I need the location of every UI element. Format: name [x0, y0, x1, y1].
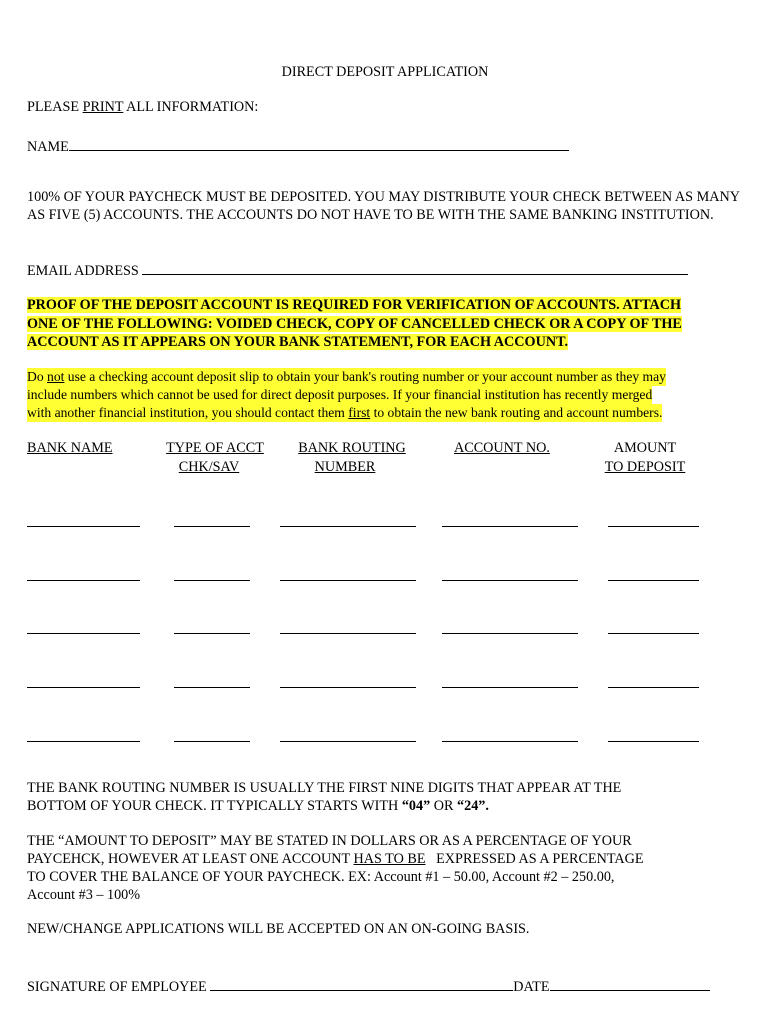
routing-info-line1: THE BANK ROUTING NUMBER IS USUALLY THE FIRST NINE DIGITS THAT APPEAR AT THE [27, 780, 622, 796]
account-type-line[interactable] [174, 741, 250, 742]
proof-line-1: PROOF OF THE DEPOSIT ACCOUNT IS REQUIRED FOR VERIFICATION OF ACCOUNTS. ATTACH [27, 297, 682, 313]
header-amount [590, 439, 700, 476]
header-bank-name-text: BANK NAME [27, 440, 113, 456]
amount-info-line4: Account #3 – 100% [27, 887, 141, 903]
account-number-line[interactable] [442, 526, 578, 527]
amount-info-line2-underlined: HAS TO BE [353, 851, 426, 867]
header-amount-line1: AMOUNT [613, 440, 677, 456]
header-account-number-text: ACCOUNT NO. [454, 440, 550, 456]
warning-line3-post: to obtain the new bank routing and account numbers. [370, 405, 663, 420]
amount-info-line1: THE “AMOUNT TO DEPOSIT” MAY BE STATED IN DOLLARS OR AS A PERCENTAGE OF YOUR [27, 833, 632, 849]
proof-line-2: ONE OF THE FOLLOWING: VOIDED CHECK, COPY OF CANCELLED CHECK OR A COPY OF THE [27, 315, 682, 332]
header-bank-name [27, 439, 113, 458]
header-account-type [150, 439, 280, 476]
warning-line1-post: use a checking account deposit slip to obtain your bank's routing number or your account number as they may [64, 369, 666, 384]
page-title [0, 64, 770, 81]
header-routing-line1: BANK ROUTING [298, 440, 406, 456]
amount-info-line3: TO COVER THE BALANCE OF YOUR PAYCHECK. EX: Account #1 – 50.00, Account #2 – 250.00, [27, 869, 615, 885]
routing-number-line[interactable] [280, 580, 416, 581]
bank-name-line[interactable] [27, 741, 140, 742]
account-number-line[interactable] [442, 580, 578, 581]
amount-info [27, 832, 644, 904]
proof-notice [27, 296, 682, 352]
date-label: DATE [513, 979, 550, 995]
routing-code-04: “04” [401, 798, 431, 814]
warning-line3-pre: with another financial institution, you should contact them [27, 405, 349, 420]
warning-line3-underlined: first [348, 405, 371, 420]
warning-line1-underlined: not [47, 369, 65, 384]
amount-info-line2-pre: PAYCEHCK, HOWEVER AT LEAST ONE ACCOUNT [27, 851, 354, 867]
routing-number-line[interactable] [280, 741, 416, 742]
applications-notice-text: NEW/CHANGE APPLICATIONS WILL BE ACCEPTED ON AN ON-GOING BASIS. [27, 921, 530, 937]
routing-info-line2-pre: BOTTOM OF YOUR CHECK. IT TYPICALLY STARTS WITH [27, 798, 402, 814]
email-field [27, 259, 688, 280]
account-number-line[interactable] [442, 741, 578, 742]
bank-name-line[interactable] [27, 526, 140, 527]
routing-number-line[interactable] [280, 633, 416, 634]
instruction-post: ALL INFORMATION: [123, 99, 259, 115]
header-amount-line2: TO DEPOSIT [604, 458, 686, 475]
distribution-notice [27, 189, 743, 224]
bank-name-line[interactable] [27, 687, 140, 688]
routing-code-24: “24”. [457, 798, 489, 814]
amount-line[interactable] [608, 687, 699, 688]
header-account-type-line1: TYPE OF ACCT [166, 440, 264, 456]
amount-line[interactable] [608, 741, 699, 742]
signature-label: SIGNATURE OF EMPLOYEE [27, 979, 211, 995]
name-label: NAME [27, 139, 69, 155]
routing-info-line2-mid: OR [430, 798, 457, 814]
bank-name-line[interactable] [27, 633, 140, 634]
email-input-line[interactable] [142, 259, 688, 275]
routing-number-line[interactable] [280, 526, 416, 527]
applications-notice [27, 921, 529, 938]
account-type-line[interactable] [174, 687, 250, 688]
account-type-line[interactable] [174, 526, 250, 527]
signature-row [27, 975, 710, 996]
signature-input-line[interactable] [210, 975, 513, 991]
title-text: DIRECT DEPOSIT APPLICATION [281, 64, 489, 80]
instruction-underlined: PRINT [82, 99, 124, 115]
account-number-line[interactable] [442, 633, 578, 634]
instruction-pre: PLEASE [27, 99, 83, 115]
email-label: EMAIL ADDRESS [27, 263, 143, 279]
routing-info [27, 779, 621, 815]
routing-number-line[interactable] [280, 687, 416, 688]
bank-name-line[interactable] [27, 580, 140, 581]
date-input-line[interactable] [550, 975, 710, 991]
account-number-line[interactable] [442, 687, 578, 688]
header-account-type-line2: CHK/SAV [178, 458, 240, 475]
warning-line2: include numbers which cannot be used for direct deposit purposes. If your financial institution has recently merged [27, 387, 653, 402]
proof-line-3: ACCOUNT AS IT APPEARS ON YOUR BANK STATEMENT, FOR EACH ACCOUNT. [27, 334, 569, 350]
warning-line1-pre: Do [27, 369, 48, 384]
amount-info-line2-post: EXPRESSED AS A PERCENTAGE [425, 851, 644, 867]
routing-warning [27, 368, 666, 422]
name-input-line[interactable] [69, 135, 569, 151]
amount-line[interactable] [608, 526, 699, 527]
name-field [27, 135, 569, 156]
amount-line[interactable] [608, 580, 699, 581]
header-routing-line2: NUMBER [314, 458, 376, 475]
print-instruction [27, 99, 258, 116]
header-account-number [454, 439, 550, 458]
account-type-line[interactable] [174, 580, 250, 581]
amount-line[interactable] [608, 633, 699, 634]
header-routing-number [282, 439, 422, 476]
distribution-notice-text: 100% OF YOUR PAYCHECK MUST BE DEPOSITED. YOU MAY DISTRIBUTE YOUR CHECK BETWEEN AS MANY AS FIVE (5) ACCOUNTS. THE ACCOUNTS DO NOT HAVE TO BE WITH THE SAME BANKING INSTITUTION. [27, 189, 740, 223]
account-type-line[interactable] [174, 633, 250, 634]
